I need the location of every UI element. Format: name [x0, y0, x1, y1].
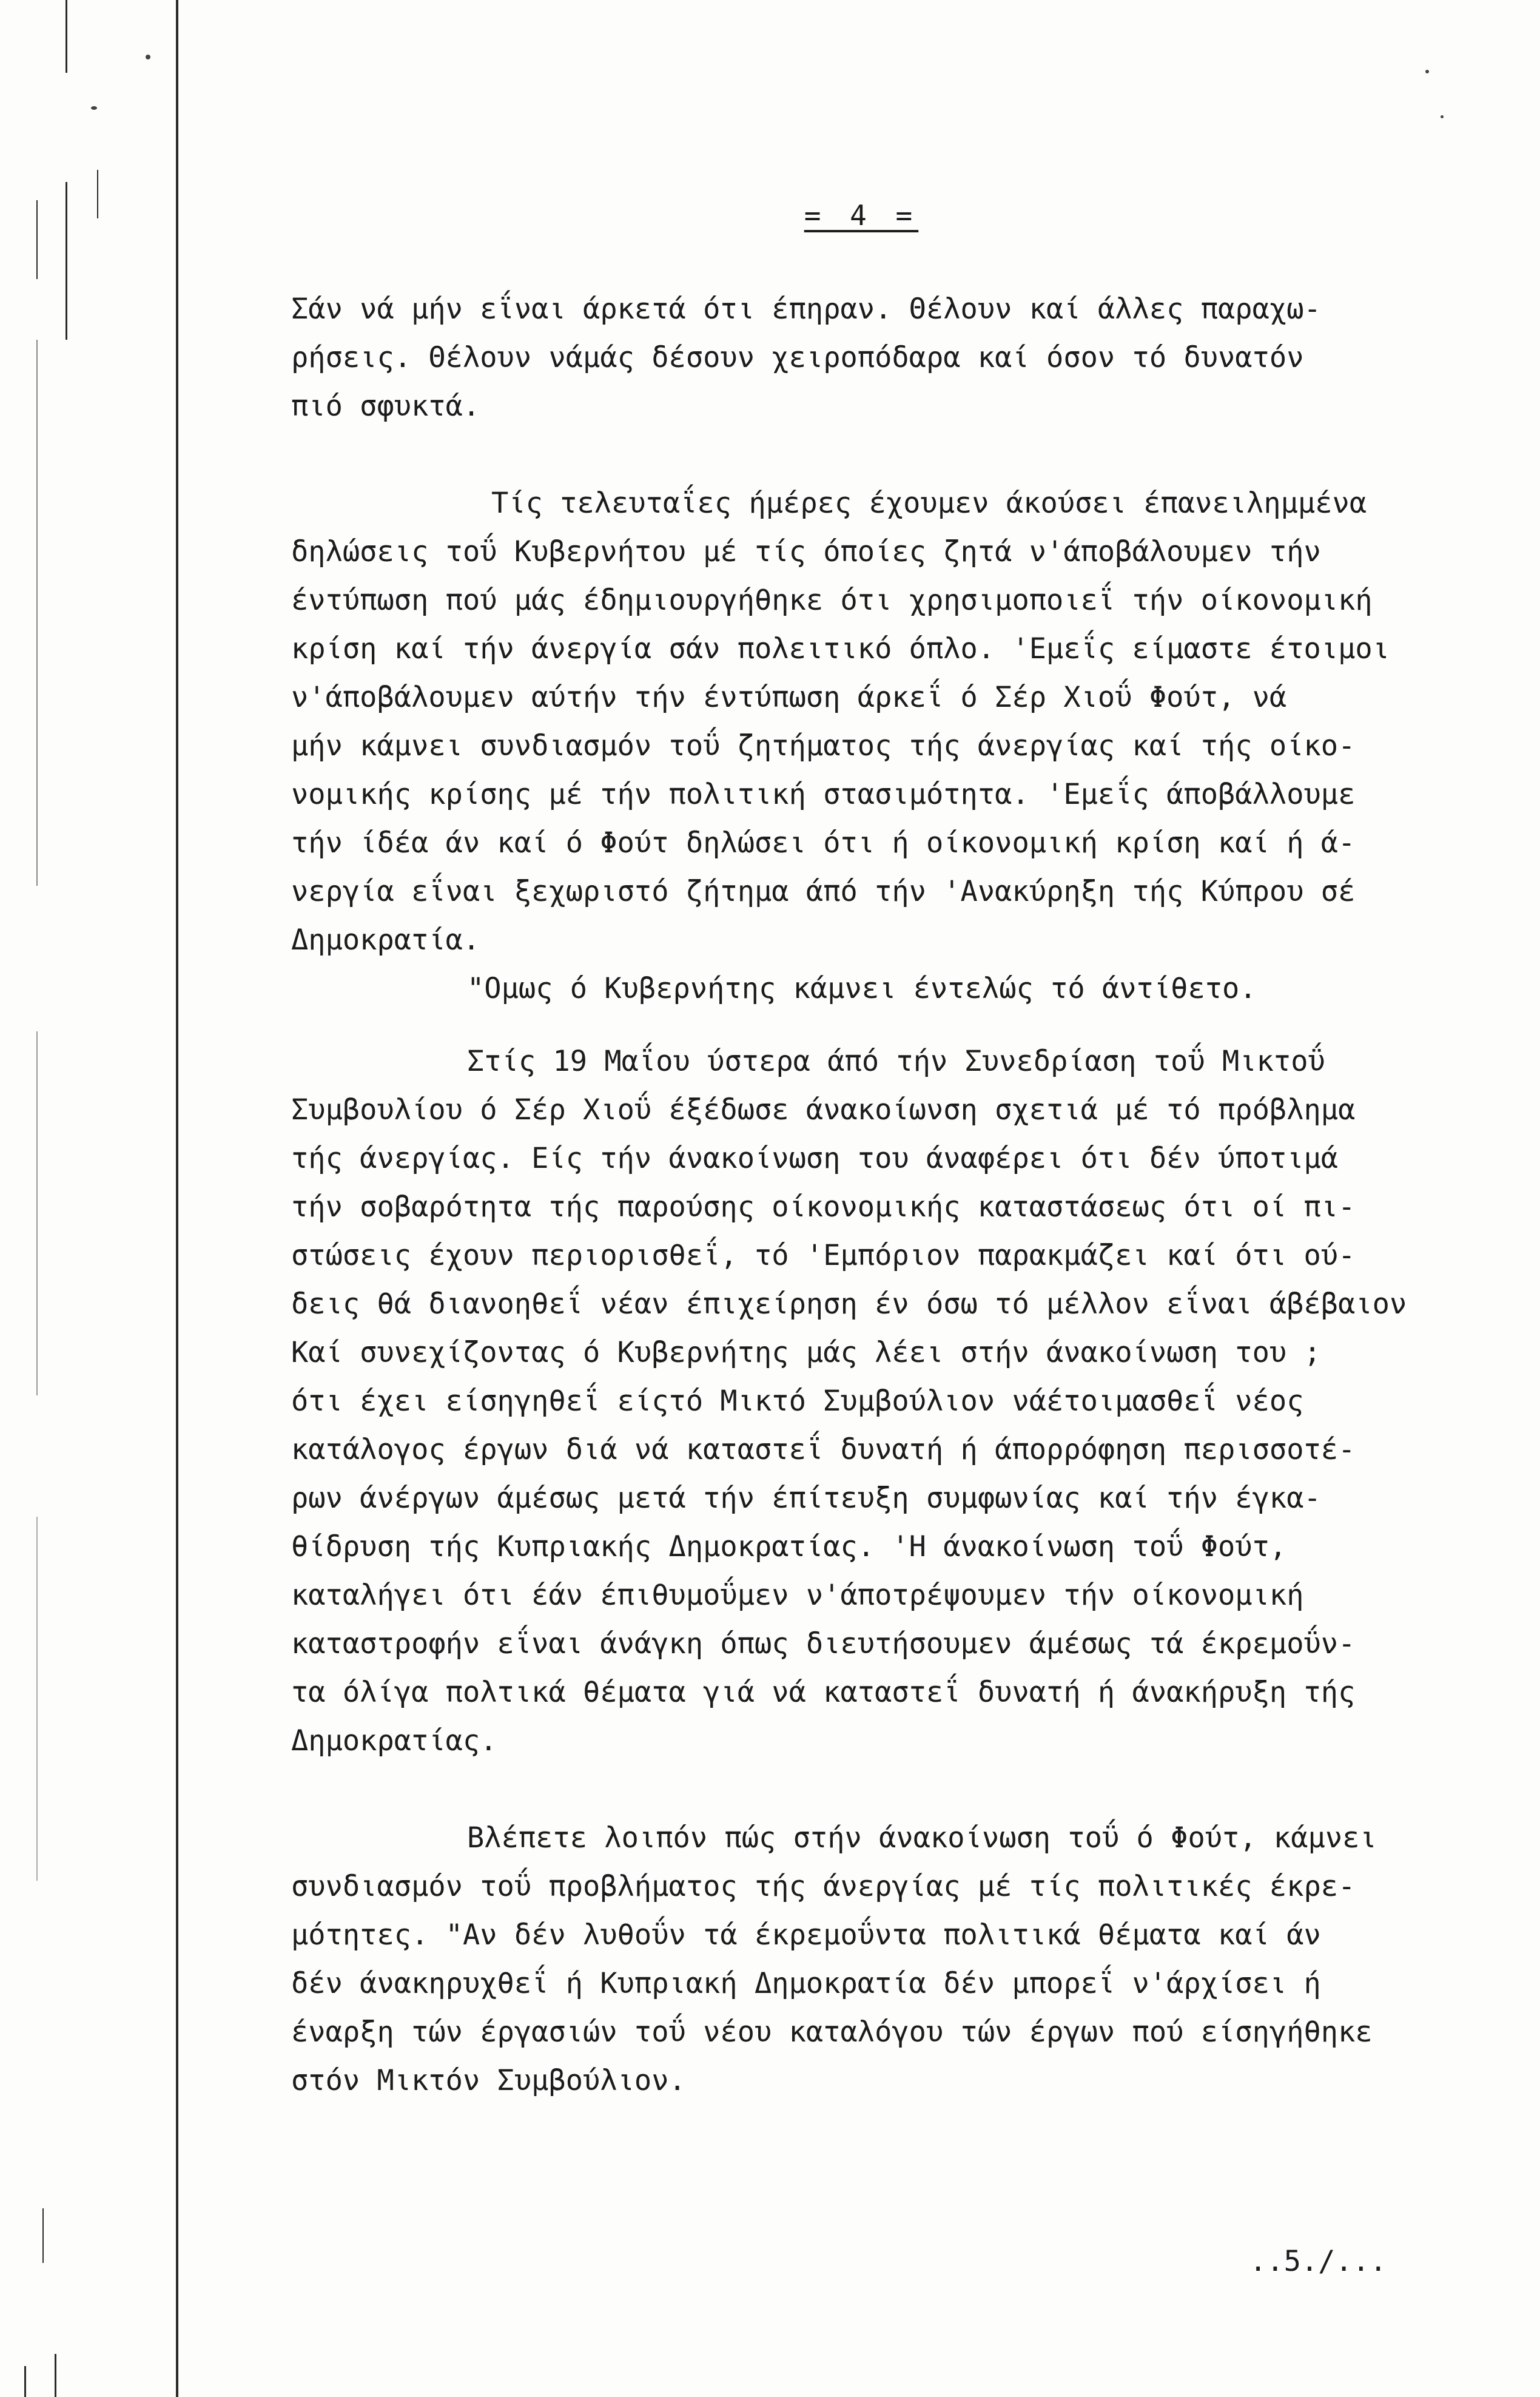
text-line: ότι έχει είσηγηθεΐ είςτό Μικτό Συμβούλιον νάέτοιμασθεΐ νέος [291, 1384, 1304, 1418]
binding-edge [0, 0, 182, 2397]
text-line: τήν σοβαρότητα τής παρούσης οίκονομικής καταστάσεως ότι οί πι- [291, 1190, 1356, 1224]
text-line: μότητες. "Αν δέν λυθοΰν τά έκρεμοΰντα πολιτικά θέματα καί άν [291, 1918, 1321, 1952]
text-line: θίδρυση τής Κυπριακής Δημοκρατίας. 'Η άνακοίνωση τοΰ Φούτ, [291, 1530, 1287, 1563]
text-line: "Ομως ό Κυβερνήτης κάμνει έντελώς τό άντίθετο. [467, 972, 1257, 1005]
text-line: στώσεις έχουν περιορισθεΐ, τό 'Εμπόριον παρακμάζει καί ότι ού- [291, 1239, 1356, 1272]
paragraph-3 [291, 965, 1468, 1013]
text-line: τής άνεργίας. Είς τήν άνακοίνωση του άναφέρει ότι δέν ύποτιμά [291, 1142, 1339, 1175]
text-line: τήν ίδέα άν καί ό Φούτ δηλώσει ότι ή οίκονομική κρίση καί ή ά- [291, 826, 1356, 860]
text-line: έναρξη τών έργασιών τοΰ νέου καταλόγου τών έργων πού είσηγήθηκε [291, 2015, 1373, 2049]
paragraph-2 [291, 479, 1468, 965]
text-line: ρων άνέργων άμέσως μετά τήν έπίτευξη συμφωνίας καί τήν έγκα- [291, 1482, 1321, 1515]
text-line: τα όλίγα πολτικά θέματα γιά νά καταστεΐ δυνατή ή άνακήρυξη τής [291, 1676, 1356, 1709]
text-line: ν'άποβάλουμεν αύτήν τήν έντύπωση άρκεΐ ό Σέρ Χιοΰ Φούτ, νά [291, 681, 1287, 714]
text-line: καταλήγει ότι έάν έπιθυμοΰμεν ν'άποτρέψουμεν τήν οίκονομική [291, 1579, 1304, 1612]
text-line: έντύπωση πού μάς έδημιουργήθηκε ότι χρησιμοποιεΐ τήν οίκονομική [291, 584, 1373, 617]
text-line: Καί συνεχίζοντας ό Κυβερνήτης μάς λέει στήν άνακοίνωση του ; [291, 1336, 1321, 1369]
page-number: = 4 = [804, 199, 919, 232]
text-line: Δημοκρατία. [291, 923, 480, 957]
text-line: Σάν νά μήν εΐναι άρκετά ότι έπηραν. Θέλουν καί άλλες παραχω- [291, 292, 1321, 326]
text-line: ρήσεις. Θέλουν νάμάς δέσουν χειροπόδαρα καί όσον τό δυνατόν [291, 341, 1304, 374]
paragraph-5 [291, 1814, 1468, 2105]
text-line: Δημοκρατίας. [291, 1724, 497, 1758]
paragraph-1 [291, 285, 1468, 431]
text-line: νομικής κρίσης μέ τήν πολιτική στασιμότητα. 'Εμεΐς άποβάλλουμε [291, 778, 1356, 811]
text-line: Συμβουλίου ό Σέρ Χιοΰ έξέδωσε άνακοίωνση σχετιά μέ τό πρόβλημα [291, 1093, 1356, 1127]
text-line: Στίς 19 Μαΐου ύστερα άπό τήν Συνεδρίαση τοΰ Μικτοΰ [467, 1045, 1325, 1078]
text-line: νεργία εΐναι ξεχωριστό ζήτημα άπό τήν 'Ανακύρηξη τής Κύπρου σέ [291, 875, 1356, 908]
text-line: δεις θά διανοηθεΐ νέαν έπιχείρηση έν όσω τό μέλλον εΐναι άβέβαιον [291, 1287, 1407, 1321]
text-line: Βλέπετε λοιπόν πώς στήν άνακοίνωση τοΰ ό Φούτ, κάμνει [467, 1821, 1377, 1855]
text-line: κατάλογος έργων διά νά καταστεΐ δυνατή ή άπορρόφηση περισσοτέ- [291, 1433, 1356, 1466]
text-line: συνδιασμόν τοΰ προβλήματος τής άνεργίας μέ τίς πολιτικές έκρε- [291, 1870, 1356, 1903]
text-line: κρίση καί τήν άνεργία σάν πολειτικό όπλο. 'Εμεΐς είμαστε έτοιμοι [291, 632, 1390, 666]
continuation-marker: ..5./... [1249, 2245, 1387, 2278]
text-line: δηλώσεις τοΰ Κυβερνήτου μέ τίς όποίες ζητά ν'άποβάλουμεν τήν [291, 535, 1321, 568]
paragraph-4 [291, 1037, 1468, 1765]
text-line: πιό σφυκτά. [291, 389, 480, 423]
body-text [291, 285, 1468, 2105]
text-line: στόν Μικτόν Συμβούλιον. [291, 2064, 686, 2097]
text-line: δέν άνακηρυχθεΐ ή Κυπριακή Δημοκρατία δέν μπορεΐ ν'άρχίσει ή [291, 1967, 1321, 2000]
text-line: μήν κάμνει συνδιασμόν τοΰ ζητήματος τής άνεργίας καί τής οίκο- [291, 729, 1356, 763]
text-line: καταστροφήν εΐναι άνάγκη όπως διευτήσουμεν άμέσως τά έκρεμοΰν- [291, 1627, 1356, 1660]
text-line: Τίς τελευταΐες ήμέρες έχουμεν άκούσει έπανειλημμένα [491, 487, 1367, 520]
